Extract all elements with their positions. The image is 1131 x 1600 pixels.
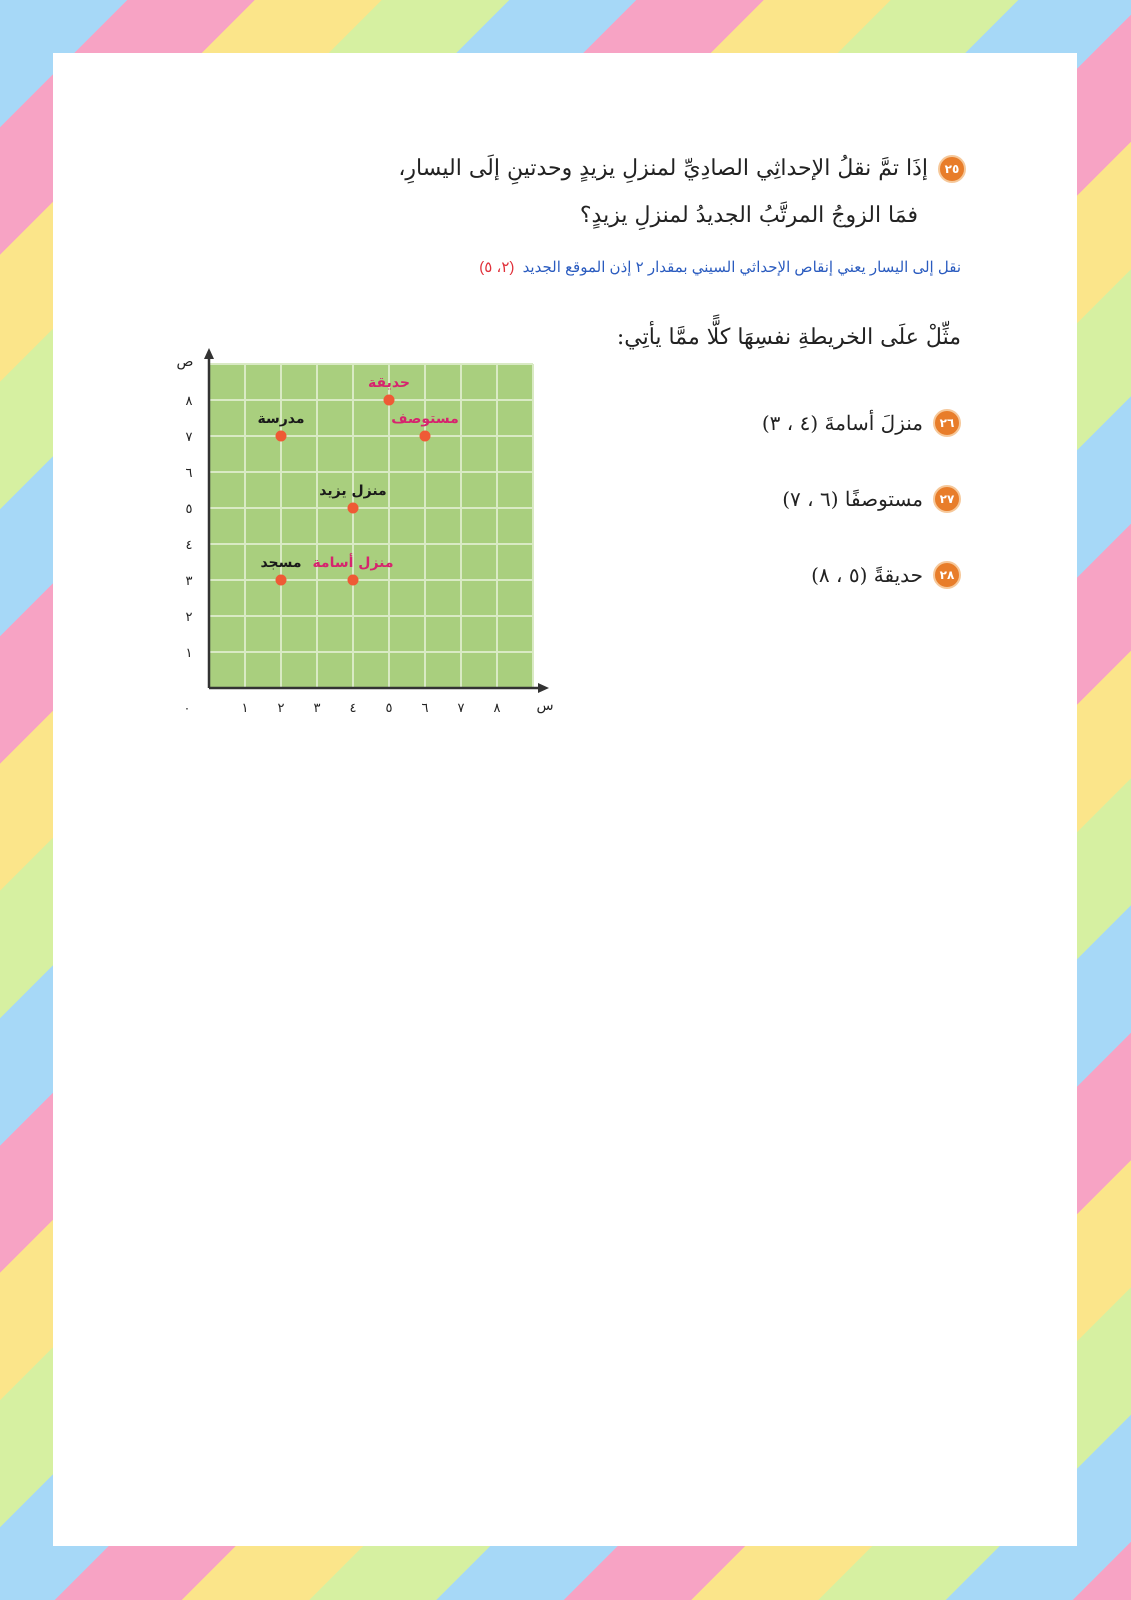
answer-text: نقل إلى اليسار يعني إنقاص الإحداثي السيني بمقدار ٢ إذن الموقع الجديد [522, 259, 961, 276]
y-tick-label: ٥ [185, 502, 193, 517]
answer-line [81, 258, 961, 276]
y-tick-label: ٧ [185, 430, 193, 445]
answer-result: (٢، ٥) [479, 259, 515, 276]
item-number-badge: ٢٦ [933, 409, 961, 437]
x-tick-label: ١ [241, 701, 249, 716]
item-number-badge: ٢٨ [933, 561, 961, 589]
map-point-label: حديقة [368, 375, 410, 391]
x-tick-label: ٤ [349, 701, 357, 716]
coordinate-grid-svg [171, 354, 554, 728]
list-item [601, 403, 961, 443]
y-tick-label: ٣ [185, 574, 193, 589]
y-axis-label: ص [176, 354, 194, 370]
question-25-line1 [186, 145, 966, 192]
list-item [601, 479, 961, 519]
list-item [601, 555, 961, 595]
item-text: مستوصفًا (٦ ، ٧) [782, 487, 923, 511]
y-tick-label: ٢ [185, 610, 193, 625]
map-point-label: مدرسة [257, 411, 305, 427]
items-list [601, 403, 961, 631]
question-25-text-line2: فمَا الزوجُ المرتَّبُ الجديدُ لمنزلِ يزيدٍ؟ [579, 203, 918, 228]
item-text: منزلَ أسامةَ (٤ ، ٣) [761, 411, 923, 435]
x-tick-label: ٣ [313, 701, 321, 716]
map-point-label: منزل أسامة [312, 555, 394, 571]
map-point [420, 431, 431, 442]
item-text: حديقةً (٥ ، ٨) [811, 563, 923, 587]
question-25 [186, 145, 966, 239]
map-point-label: مستوصف [391, 411, 459, 427]
item-number-badge: ٢٧ [933, 485, 961, 513]
worksheet-page [53, 53, 1077, 1546]
x-tick-label: ٦ [421, 701, 429, 716]
instruction-text: مثِّلْ علَى الخريطةِ نفسِهَا كلًّا ممَّا يأتِي: [616, 325, 961, 350]
map-point-label: مسجد [260, 555, 302, 571]
question-number-badge: ٢٥ [938, 155, 966, 183]
y-tick-label: ٨ [185, 394, 193, 409]
y-axis-arrow-icon [204, 348, 214, 359]
y-tick-label: ١ [185, 646, 193, 661]
x-tick-label: ٨ [493, 701, 501, 716]
map-point [276, 575, 287, 586]
question-25-text-line1: إذَا تمَّ نقلُ الإحداثِي الصادِيِّ لمنزلِ يزيدٍ وحدتينِ إلَى اليسارِ، [398, 156, 928, 181]
map-point [384, 395, 395, 406]
map-point-label: منزل يزيد [319, 483, 387, 499]
x-tick-label: ٢ [277, 701, 285, 716]
map-point [276, 431, 287, 442]
map-point [348, 503, 359, 514]
x-tick-label: ٧ [457, 701, 465, 716]
x-axis-arrow-icon [538, 683, 549, 693]
y-tick-label: ٦ [185, 466, 193, 481]
y-tick-label: ٤ [185, 538, 193, 553]
x-tick-label: ٥ [385, 701, 393, 716]
x-axis-label: س [536, 698, 554, 714]
origin-label: ٠ [183, 701, 191, 715]
coordinate-map-chart [171, 354, 554, 732]
map-point [348, 575, 359, 586]
